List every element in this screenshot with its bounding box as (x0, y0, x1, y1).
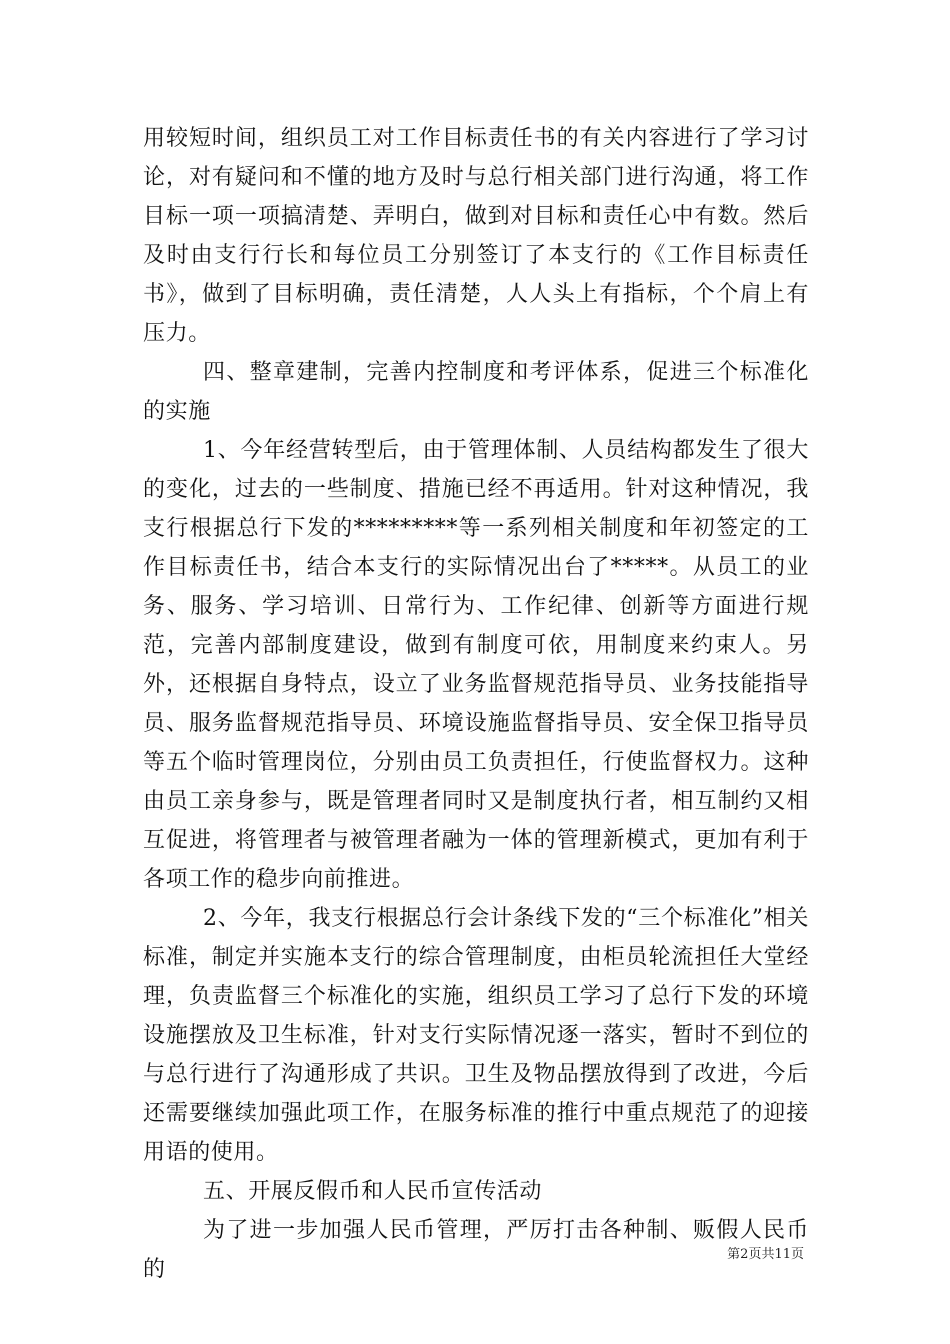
page-number-footer: 第2页共11页 (727, 1247, 804, 1262)
paragraph-currency-campaign: 为了进一步加强人民币管理，严厉打击各种制、贩假人民币的 (143, 1218, 809, 1282)
section-heading-five: 五、开展反假币和人民币宣传活动 (203, 1179, 543, 1204)
paragraph-item-one: 1、今年经营转型后，由于管理体制、人员结构都发生了很大的变化，过去的一些制度、措施已经不再适用。针对这种情况，我支行根据总行下发的*********等一系列相关制度和年初签定的工作目标责任书，结合本支行的实际情况出台了*****。从员工的业务、服务、学习培训、日常行为、工作纪律、创新等方面进行规范，完善内部制度建设，做到有制度可依，用制度来约束人。另外，还根据自身特点，设立了业务监督规范指导员、业务技能指导员、服务监督规范指导员、环境设施监督指导员、安全保卫指导员等五个临时管理岗位，分别由员工负责担任，行使监督权力。这种由员工亲身参与，既是管理者同时又是制度执行者，相互制约又相互促进，将管理者与被管理者融为一体的管理新模式，更加有利于各项工作的稳步向前推进。 (143, 438, 809, 892)
document-body (143, 119, 809, 1289)
paragraph-item-two: 2、今年，我支行根据总行会计条线下发的“三个标准化”相关标准，制定并实施本支行的综合管理制度，由柜员轮流担任大堂经理，负责监督三个标准化的实施，组织员工学习了总行下发的环境设施摆放及卫生标准，针对支行实际情况逐一落实，暂时不到位的与总行进行了沟通形成了共识。卫生及物品摆放得到了改进，今后还需要继续加强此项工作，在服务标准的推行中重点规范了的迎接用语的使用。 (143, 906, 809, 1165)
section-heading-four: 四、整章建制，完善内控制度和考评体系，促进三个标准化的实施 (143, 360, 809, 424)
paragraph-continuation: 用较短时间，组织员工对工作目标责任书的有关内容进行了学习讨论，对有疑问和不懂的地方及时与总行相关部门进行沟通，将工作目标一项一项搞清楚、弄明白，做到对目标和责任心中有数。然后及时由支行行长和每位员工分别签订了本支行的《工作目标责任书》，做到了目标明确，责任清楚，人人头上有指标，个个肩上有压力。 (143, 126, 809, 346)
